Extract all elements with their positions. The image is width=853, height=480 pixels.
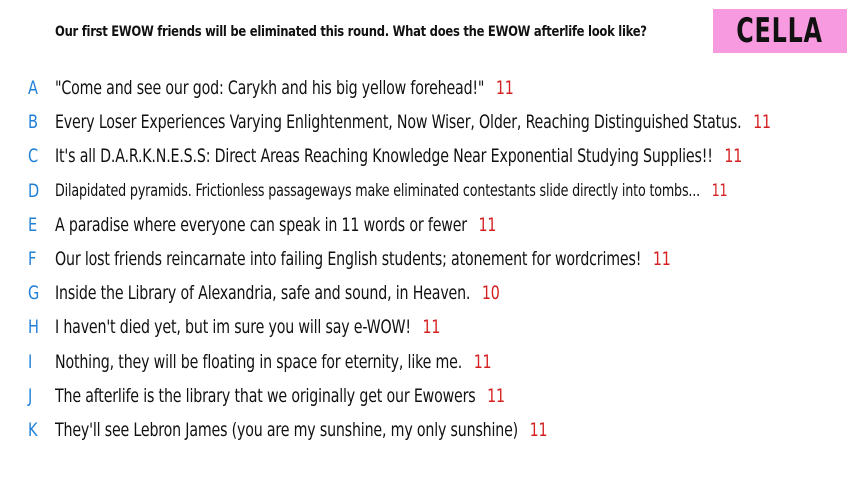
- response-letter: A: [28, 77, 38, 100]
- response-line: [55, 77, 514, 99]
- response-row: [0, 208, 853, 242]
- response-letter: B: [28, 111, 38, 134]
- response-letter: E: [28, 213, 38, 236]
- word-count: 11: [652, 248, 671, 271]
- word-count: 11: [529, 418, 548, 441]
- prompt-text: Our first EWOW friends will be eliminated this round. What does the EWOW afterlife look like?: [55, 24, 647, 40]
- word-count: 11: [478, 213, 497, 236]
- response-text: "Come and see our god: Carykh and his big yellow forehead!": [55, 77, 485, 100]
- word-count: 11: [487, 384, 505, 407]
- response-line: [55, 214, 496, 236]
- response-row: [0, 174, 853, 208]
- response-row: [0, 242, 853, 276]
- word-count: 11: [724, 145, 743, 168]
- response-line: [55, 351, 491, 373]
- response-letter: I: [28, 350, 33, 373]
- response-row: [0, 71, 853, 105]
- response-text: Our lost friends reincarnate into failing English students; atonement for wordcrimes!: [55, 248, 642, 271]
- response-line: [55, 111, 771, 133]
- word-count: 10: [481, 282, 500, 305]
- word-count: 11: [422, 316, 441, 339]
- response-text: Nothing, they will be floating in space for eternity, like me.: [55, 350, 463, 373]
- response-line: [55, 316, 440, 338]
- response-letter: G: [28, 282, 40, 305]
- response-row: [0, 105, 853, 139]
- contestant-name-badge: [713, 9, 847, 53]
- response-row: [0, 139, 853, 173]
- response-row: [0, 379, 853, 413]
- response-row: [0, 345, 853, 379]
- word-count: 11: [753, 111, 771, 134]
- response-letter: C: [28, 145, 39, 168]
- response-row: [0, 413, 853, 447]
- response-row: [0, 310, 853, 344]
- response-line: [55, 145, 742, 167]
- badge-label: CELLA: [736, 11, 824, 51]
- response-text: It's all D.A.R.K.N.E.S.S: Direct Areas Reaching Knowledge Near Exponential Studying Supplies!!: [55, 145, 713, 168]
- response-text: They'll see Lebron James (you are my sunshine, my only sunshine): [55, 418, 519, 441]
- response-text: The afterlife is the library that we originally get our Ewowers: [55, 384, 476, 407]
- response-line: [55, 282, 500, 304]
- response-text: Inside the Library of Alexandria, safe and sound, in Heaven.: [55, 282, 471, 305]
- response-line: [55, 181, 727, 201]
- response-letter: J: [28, 384, 33, 407]
- word-count: 11: [473, 350, 492, 373]
- response-text: A paradise where everyone can speak in 11 words or fewer: [55, 213, 467, 236]
- response-text: Every Loser Experiences Varying Enlightenment, Now Wiser, Older, Reaching Distinguished Status.: [55, 111, 742, 134]
- response-line: [55, 385, 505, 407]
- response-list: [0, 71, 853, 447]
- word-count: 11: [495, 77, 514, 100]
- response-text: I haven't died yet, but im sure you will say e-WOW!: [55, 316, 411, 339]
- response-line: [55, 419, 547, 441]
- response-letter: D: [28, 179, 40, 202]
- response-letter: H: [28, 316, 39, 339]
- response-letter: K: [28, 418, 38, 441]
- response-letter: F: [28, 248, 37, 271]
- word-count: 11: [711, 180, 728, 201]
- response-row: [0, 276, 853, 310]
- response-line: [55, 248, 671, 270]
- response-text: Dilapidated pyramids. Frictionless passageways make eliminated contestants slide directly into tombs...: [55, 180, 701, 201]
